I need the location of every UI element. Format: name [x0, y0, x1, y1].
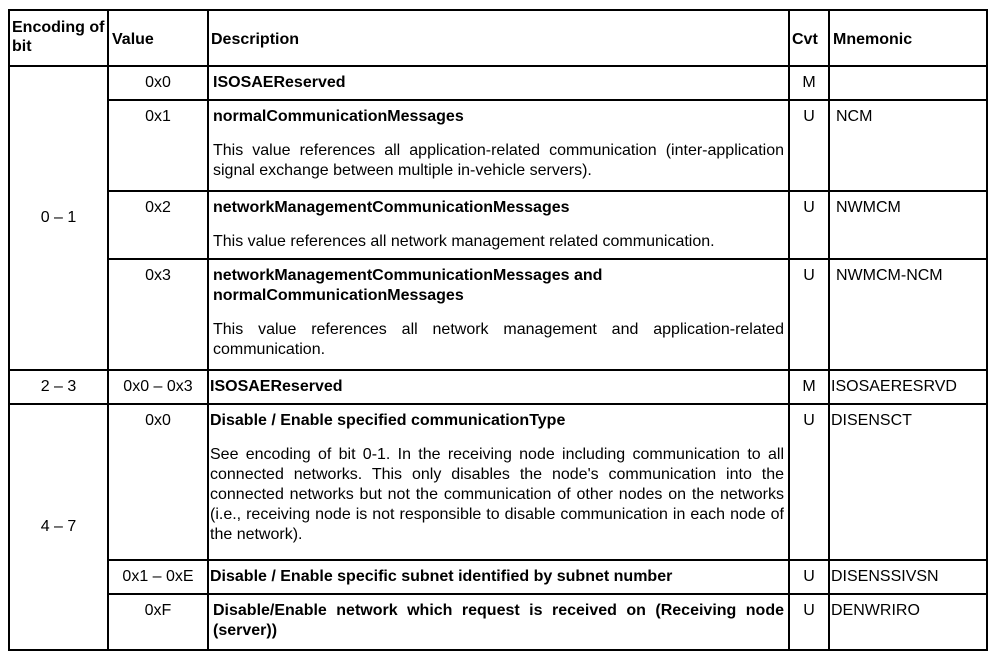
mnemonic-cell: ISOSAERESRVD: [829, 370, 987, 404]
header-cvt: Cvt: [789, 10, 829, 66]
cvt-cell: U: [789, 404, 829, 560]
mnemonic-cell: DENWRIRO: [829, 594, 987, 650]
description-title: ISOSAEReserved: [210, 377, 343, 395]
header-description: Description: [208, 10, 789, 66]
parameter-table-page: [8, 9, 986, 651]
value-cell: 0x1 – 0xE: [108, 560, 208, 594]
cvt-cell: U: [789, 594, 829, 650]
mnemonic-cell: [829, 66, 987, 100]
description-title: normalCommunicationMessages: [213, 108, 464, 126]
table-row: [9, 259, 987, 370]
description-cell: [208, 594, 789, 650]
description-cell: [208, 191, 789, 259]
table-row: [9, 191, 987, 259]
description-body: This value references all application-related communication (inter-application signal exchange between multiple in-vehicle servers).: [213, 142, 784, 180]
header-encoding-of-bit: Encoding of bit: [9, 10, 108, 66]
table-row: [9, 594, 987, 650]
cvt-cell: U: [789, 560, 829, 594]
description-cell: [208, 404, 789, 560]
mnemonic-cell: NWMCM-NCM: [829, 259, 987, 370]
cvt-cell: M: [789, 66, 829, 100]
description-cell: [208, 370, 789, 404]
description-body: See encoding of bit 0-1. In the receiving node including communication to all connected networks. This only disables the node's communication into the connected networks but not the communication of other nodes on the networks (i.e., receiving node is not responsible to disable communication in each node of the network).: [210, 445, 784, 543]
header-row: [9, 10, 987, 66]
cvt-cell: M: [789, 370, 829, 404]
value-cell: 0x2: [108, 191, 208, 259]
value-cell: 0x0: [108, 404, 208, 560]
description-title: networkManagementCommunicationMessages: [213, 198, 570, 216]
description-title: Disable/Enable network which request is received on (Receiving node (server)): [213, 601, 784, 639]
encoding-cell: 4 – 7: [9, 404, 108, 650]
cvt-cell: U: [789, 259, 829, 370]
table-row: [9, 100, 987, 190]
value-cell: 0x1: [108, 100, 208, 190]
mnemonic-cell: DISENSSIVSN: [829, 560, 987, 594]
table-row: [9, 370, 987, 404]
description-cell: [208, 66, 789, 100]
mnemonic-cell: NWMCM: [829, 191, 987, 259]
header-value: Value: [108, 10, 208, 66]
description-cell: [208, 560, 789, 594]
description-body: This value references all network management and application-related communication.: [213, 321, 784, 359]
cvt-cell: U: [789, 191, 829, 259]
description-title: ISOSAEReserved: [213, 74, 346, 92]
table-row: [9, 66, 987, 100]
value-cell: 0xF: [108, 594, 208, 650]
value-cell: 0x3: [108, 259, 208, 370]
encoding-cell: 2 – 3: [9, 370, 108, 404]
mnemonic-cell: DISENSCT: [829, 404, 987, 560]
mnemonic-cell: NCM: [829, 100, 987, 190]
value-cell: 0x0 – 0x3: [108, 370, 208, 404]
description-title: networkManagementCommunicationMessages and normalCommunicationMessages: [213, 267, 603, 305]
value-cell: 0x0: [108, 66, 208, 100]
description-title: Disable / Enable specific subnet identified by subnet number: [210, 567, 673, 585]
description-cell: [208, 100, 789, 190]
header-mnemonic: Mnemonic: [829, 10, 987, 66]
communication-type-table: [8, 9, 988, 651]
table-row: [9, 560, 987, 594]
description-title: Disable / Enable specified communicationType: [210, 411, 566, 429]
cvt-cell: U: [789, 100, 829, 190]
table-row: [9, 404, 987, 560]
description-cell: [208, 259, 789, 370]
encoding-cell: 0 – 1: [9, 66, 108, 369]
description-body: This value references all network management related communication.: [213, 232, 715, 250]
